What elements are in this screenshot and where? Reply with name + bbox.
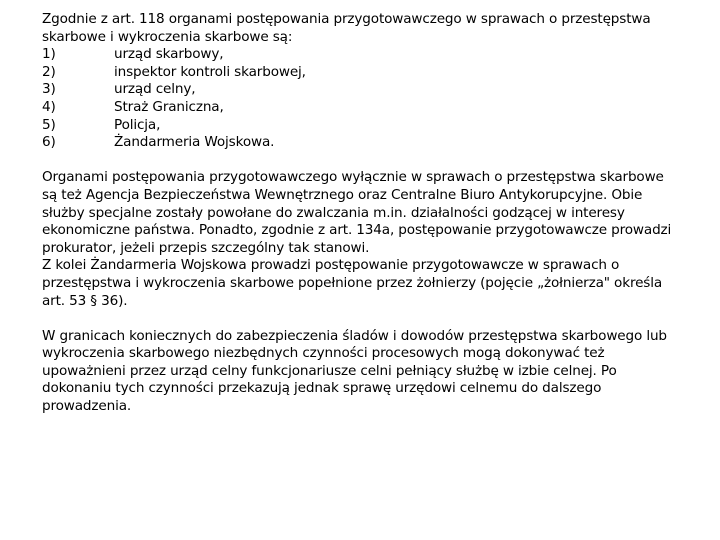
specialized-agencies-paragraph: Organami postępowania przygotowawczego wyłącznie w sprawach o przestępstwa skarbowe są też Agencja Bezpieczeństwa Wewnętrznego oraz Centralne Biuro Antykorupcyjne. Obie służby specjalne zostały powołane do zwalczania m.in. działalności godzącej w interesy ekonomiczne państwa. Ponadto, zgodnie z art. 134a, postępowanie przygotowawcze prowadzi prokurator, jeżeli przepis szczególny tak stanowi. — [42, 169, 672, 256]
paragraph-spacer — [42, 310, 682, 328]
list-item — [42, 99, 682, 117]
list-item-text: urząd celny, — [114, 81, 196, 98]
military-police-paragraph: Z kolei Żandarmeria Wojskowa prowadzi postępowanie przygotowawcze w sprawach o przestępstwa i wykroczenia skarbowe popełnione przez żołnierzy (pojęcie „żołnierza" określa art. 53 § 36). — [42, 257, 663, 309]
list-item-number: 5) — [42, 116, 56, 133]
authorities-list — [42, 46, 682, 152]
list-item-number: 4) — [42, 98, 56, 115]
list-item-number: 3) — [42, 81, 56, 98]
list-item-number: 2) — [42, 63, 56, 80]
intro-paragraph: Zgodnie z art. 118 organami postępowania przygotowawczego w sprawach o przestępstwa skarbowe i wykroczenia skarbowe są: — [42, 11, 651, 45]
list-item — [42, 64, 682, 82]
list-item-number: 1) — [42, 46, 56, 63]
list-item-text: Straż Graniczna, — [114, 98, 224, 115]
list-item-number: 6) — [42, 134, 56, 151]
customs-officers-paragraph: W granicach koniecznych do zabezpieczenia śladów i dowodów przestępstwa skarbowego lub wykroczenia skarbowego niezbędnych czynności procesowych mogą dokonywać też upoważnieni przez urząd celny funkcjonariusze celni pełniący służbę w izbie celnej. Po dokonaniu tych czynności przekazują jednak sprawę urzędowi celnemu do dalszego prowadzenia. — [42, 327, 667, 415]
list-item — [42, 134, 682, 152]
list-item-text: inspektor kontroli skarbowej, — [114, 63, 306, 80]
list-item-text: Policja, — [114, 116, 161, 133]
document-page — [42, 11, 682, 416]
list-item — [42, 46, 682, 64]
list-item — [42, 81, 682, 99]
list-item-text: urząd skarbowy, — [114, 46, 224, 63]
paragraph-spacer — [42, 152, 682, 170]
list-item — [42, 117, 682, 135]
list-item-text: Żandarmeria Wojskowa. — [114, 134, 275, 151]
